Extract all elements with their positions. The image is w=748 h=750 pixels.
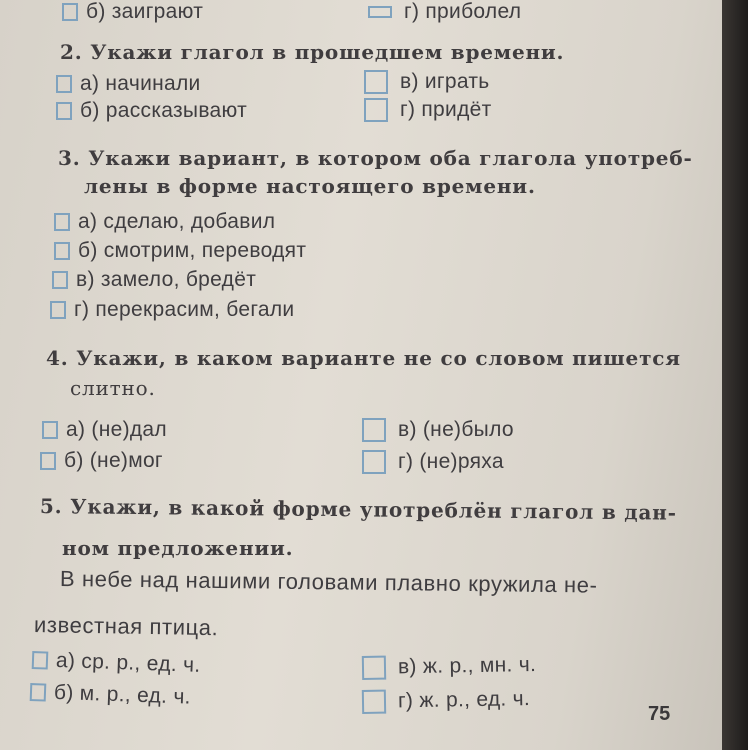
q4-option-b[interactable]	[40, 449, 163, 473]
q4-option-v[interactable]	[362, 418, 514, 442]
option-label: в) (не)было	[398, 418, 514, 441]
option-label: г) перекрасим, бегали	[74, 298, 295, 321]
checkbox[interactable]	[32, 651, 49, 670]
option-label: в) замело, бредёт	[76, 268, 257, 291]
checkbox[interactable]	[40, 452, 56, 470]
checkbox[interactable]	[362, 418, 386, 442]
q4-text-a: Укажи, в каком варианте	[76, 346, 397, 370]
option-label: б) заиграют	[86, 0, 204, 23]
option-label: а) начинали	[80, 72, 201, 95]
checkbox[interactable]	[364, 70, 388, 94]
q2-title	[60, 40, 564, 64]
q2-option-g[interactable]	[364, 98, 492, 122]
q4-title-line1	[46, 346, 681, 370]
q2-text: Укажи глагол в прошедшем времени.	[90, 40, 565, 64]
checkbox[interactable]	[62, 3, 78, 21]
q5-sentence-line2: известная птица.	[33, 612, 219, 641]
q5-option-b[interactable]	[30, 680, 192, 710]
q2-option-v[interactable]	[364, 70, 490, 94]
q3-option-g[interactable]	[50, 298, 294, 322]
checkbox[interactable]	[50, 301, 66, 319]
q3-option-a[interactable]	[54, 210, 275, 234]
option-label: в) ж. р., мн. ч.	[397, 652, 537, 679]
option-label: г) приболел	[404, 0, 522, 23]
q5-option-g[interactable]	[362, 687, 531, 714]
q4-option-g[interactable]	[362, 450, 504, 474]
option-label: б) рассказывают	[80, 99, 248, 122]
option-label: а) сделаю, добавил	[78, 210, 276, 233]
q5-option-v[interactable]	[362, 653, 537, 680]
q2-option-b[interactable]	[56, 99, 247, 123]
q5-number: 5.	[39, 494, 63, 519]
checkbox[interactable]	[362, 690, 386, 714]
q5-sentence-line1: В небе над нашими головами плавно кружила не-	[59, 566, 598, 598]
option-label: г) (не)ряха	[398, 450, 504, 473]
checkbox[interactable]	[56, 102, 72, 120]
option-label: б) смотрим, переводят	[78, 239, 307, 262]
option-label: б) (не)мог	[64, 449, 163, 472]
q3-text-line2: лены в форме настоящего времени.	[84, 174, 536, 198]
option-label: г) придёт	[400, 98, 492, 121]
checkbox[interactable]	[362, 656, 386, 680]
checkbox[interactable]	[54, 213, 70, 231]
checkbox[interactable]	[52, 271, 68, 289]
checkbox[interactable]	[56, 75, 72, 93]
q5-text-line1: Укажи, в какой форме употреблён глагол в дан-	[70, 494, 677, 525]
q3-option-b[interactable]	[54, 239, 306, 263]
q4-option-a[interactable]	[42, 418, 167, 442]
checkbox[interactable]	[364, 98, 388, 122]
q3-text-line1: Укажи вариант, в котором оба глагола употреб-	[88, 146, 693, 170]
option-label: г) ж. р., ед. ч.	[397, 687, 531, 713]
q2-option-a[interactable]	[56, 72, 201, 96]
q5-option-a[interactable]	[32, 648, 201, 678]
checkbox[interactable]	[362, 450, 386, 474]
option-label: а) ср. р., ед. ч.	[55, 648, 201, 677]
checkbox[interactable]	[368, 6, 392, 18]
q3-number: 3.	[58, 146, 81, 170]
option-label: б) м. р., ед. ч.	[53, 680, 192, 709]
q4-text-line2: слитно.	[70, 376, 156, 400]
q3-title-line1	[58, 146, 693, 170]
q1-option-g[interactable]	[368, 0, 521, 24]
checkbox[interactable]	[30, 683, 47, 702]
q2-number: 2.	[60, 40, 83, 64]
q5-text-line2: ном предложении.	[62, 536, 294, 560]
option-label: в) играть	[400, 70, 490, 93]
q4-text-b: со словом пишется	[440, 346, 681, 370]
checkbox[interactable]	[42, 421, 58, 439]
q3-option-v[interactable]	[52, 268, 256, 292]
page-number: 75	[648, 703, 671, 725]
q1-option-b[interactable]	[62, 0, 203, 24]
checkbox[interactable]	[54, 242, 70, 260]
q4-text-bold: не	[403, 346, 433, 370]
option-label: а) (не)дал	[66, 418, 167, 441]
q5-title-line1	[40, 494, 677, 525]
q4-number: 4.	[46, 346, 69, 370]
book-edge-shadow	[722, 0, 748, 750]
